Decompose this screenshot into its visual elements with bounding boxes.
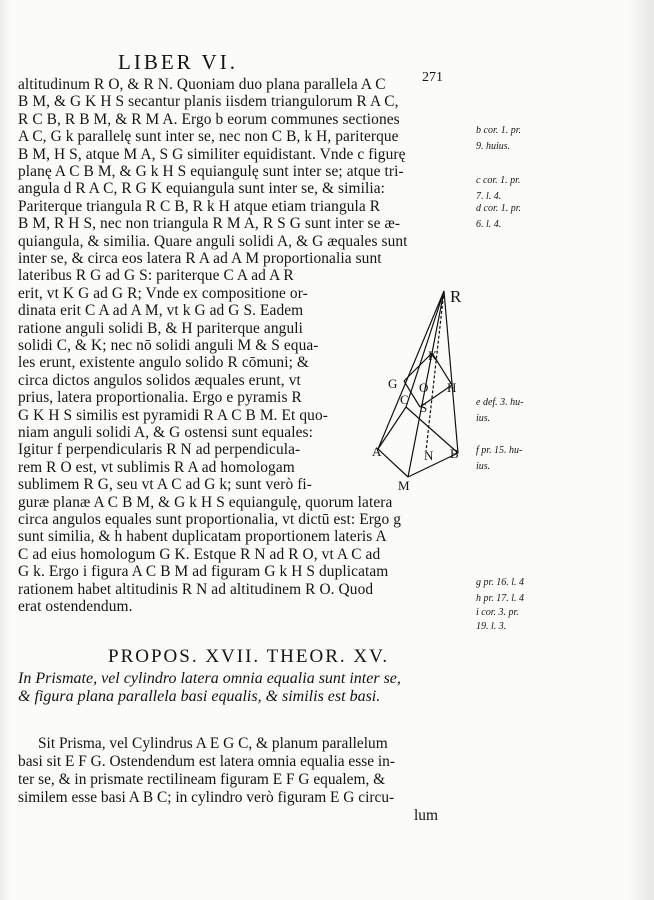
body-line: lum [414, 807, 438, 824]
proposition-heading: PROPOS. XVII. THEOR. XV. [108, 646, 390, 667]
text-line: R C B, R B M, & R M A. Ergo b eorum communes sectiones [18, 110, 400, 128]
text-line: B M, R H S, nec non triangula R M A, R S G sunt inter se æ- [18, 215, 401, 233]
side-note: 19. l. 3. [476, 621, 507, 632]
page-number: 271 [422, 70, 443, 85]
text-line: niam anguli solidi A, & G ostensi sunt equales: [18, 424, 313, 441]
text-line: planę A C B M, & G k H S equiangulę sunt inter se; atque tri- [18, 163, 404, 180]
proposition-line: & figura plana parallela basi equalis, & similis est basi. [18, 688, 381, 705]
figure-label: S [420, 400, 428, 415]
side-note: i cor. 3. pr. [476, 607, 519, 618]
text-line: A C, G k parallelę sunt inter se, nec non C B, k H, pariterque [18, 128, 399, 146]
text-line: ratione anguli solidi B, & H pariterque anguli [18, 319, 303, 337]
body-line: similem esse basi A B C; in cylindro verò figuram E G circu- [18, 789, 395, 806]
text-line: erit, vt K G ad G R; Vnde ex compositione or- [18, 284, 308, 302]
figure-label: R [450, 287, 462, 306]
side-note: c cor. 1. pr. [476, 175, 521, 186]
side-note: d cor. 1. pr. [476, 203, 522, 214]
text-line: Igitur f perpendicularis R N ad perpendicula- [18, 441, 301, 459]
body-line: Sit Prisma, vel Cylindrus A E G C, & planum parallelum [38, 735, 388, 752]
figure-label: A [372, 444, 382, 459]
text-line: B M, & G K H S secantur planis iisdem triangulorum R A C, [18, 93, 399, 111]
text-line: quiangula, & similia. Quare anguli solidi A, & G æquales sunt [18, 232, 408, 250]
figure-label: C [400, 392, 409, 407]
side-note: 6. l. 4. [476, 219, 502, 230]
side-note: 7. l. 4. [476, 191, 502, 202]
side-note: ius. [476, 413, 491, 424]
edge-ac [378, 407, 406, 449]
side-note: b cor. 1. pr. [476, 125, 522, 136]
text-line: sublimem R G, seu vt A C ad G k; sunt verò fi- [18, 476, 313, 494]
text-line: solidi C, & K; nec nō solidi anguli M & S equa- [18, 337, 319, 354]
side-note: e def. 3. hu- [476, 397, 524, 408]
text-line: rationem habet altitudinis R N ad altitudinem R O. Quod [18, 580, 374, 598]
side-note: ius. [476, 461, 491, 472]
text-line: lateribus R G ad G S: pariterque C A ad A R [18, 267, 294, 285]
proposition-line: In Prismate, vel cylindro latera omnia equalia sunt inter se, [18, 670, 401, 687]
figure-label: M [398, 478, 410, 493]
edge-ra [378, 291, 444, 449]
text-line: les erunt, existente angulo solido R cōmuni; & [18, 354, 309, 372]
edge-ma [378, 449, 408, 477]
body-line: ter se, & in prismate rectilineam figuram E F G equalem, & [18, 771, 386, 788]
running-header: LIBER VI. [118, 50, 238, 74]
body-line: basi sit E F G. Ostendendum est latera omnia equalia esse in- [18, 753, 395, 770]
figure-label: B [450, 446, 459, 461]
figure-label: O [419, 380, 429, 395]
text-line: B M, H S, atque M A, S G similiter equidistant. Vnde c figurę [18, 145, 406, 163]
side-note: h pr. 17. l. 4 [476, 593, 525, 604]
text-line: inter se, & circa eos latera R A ad A M proportionalia sunt [18, 250, 382, 267]
figure-label: N [424, 448, 434, 463]
page-shadow-right [628, 0, 654, 900]
text-line: dinata erit C A ad A M, vt k G ad G S. Eadem [18, 302, 304, 320]
text-line: C ad eius homologum G K. Estque R N ad R O, vt A C ad [18, 545, 381, 563]
side-note: 9. huius. [476, 141, 511, 152]
edge-rb [444, 291, 458, 453]
text-line: Pariterque triangula R C B, R k H atque etiam triangula R [18, 197, 381, 215]
text-line: altitudinum R O, & R N. Quoniam duo plana parallela A C [18, 76, 386, 93]
text-line: erat ostendendum. [18, 598, 133, 615]
text-line: sunt similia, & h habent duplicatam proportionem lateris A [18, 528, 387, 546]
text-line: prius, latera proportionalia. Ergo e pyramis R [18, 389, 302, 407]
text-line: circa angulos equales sunt proportionalia, vt dictū est: Ergo g [18, 511, 401, 528]
text-line: rem R O est, vt sublimis R A ad homologam [18, 458, 295, 476]
text-line: guræ planæ A C B M, & G k H S equiangulę, quorum latera [18, 493, 393, 511]
figure-label: G [388, 376, 398, 391]
side-note: g pr. 16. l. 4 [476, 577, 525, 588]
text-line: circa dictos angulos solidos æquales erunt, vt [18, 371, 301, 389]
side-note: f pr. 15. hu- [476, 445, 523, 456]
figure-label: H [447, 380, 457, 395]
text-line: G K H S similis est pyramidi R A C B M. Et quo- [18, 406, 328, 424]
text-line: angula d R A C, R G K equiangula sunt inter se, & similia: [18, 180, 386, 198]
page-shadow-left [0, 0, 10, 900]
figure-label: K [428, 348, 438, 363]
text-line: G k. Ergo i figura A C B M ad figuram G k H S duplicatam [18, 563, 389, 581]
